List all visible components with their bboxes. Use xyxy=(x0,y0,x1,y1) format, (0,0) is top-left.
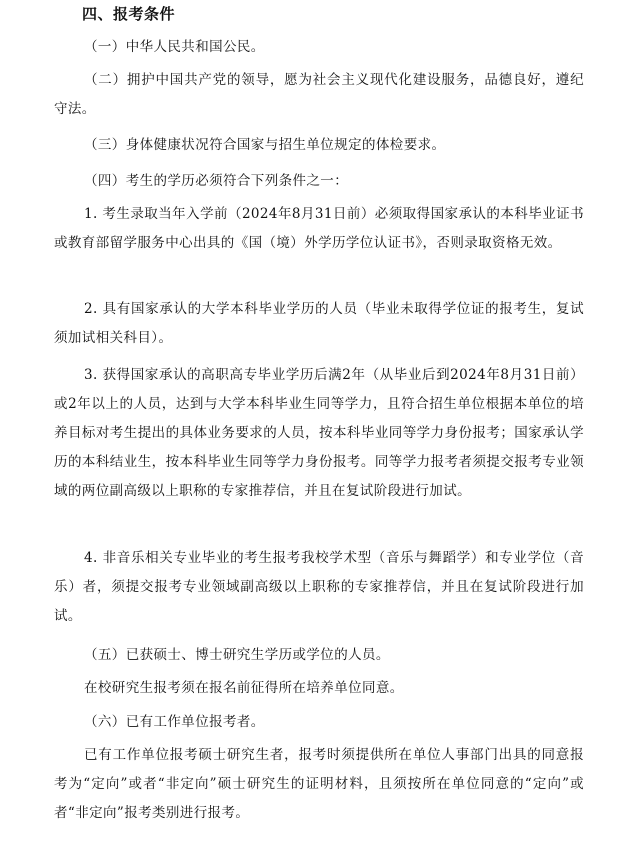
condition-4: （四）考生的学历必须符合下列条件之一： xyxy=(84,173,349,189)
education-item-1: 1. 考生录取当年入学前（2024年8月31日前）必须取得国家承认的本科毕业证书或教育部留学服务中心出具的《国（境）外学历学位认证书》，否则录取资格无效。 xyxy=(54,206,584,251)
condition-3: （三）身体健康状况符合国家与招生单位规定的体检要求。 xyxy=(84,137,446,153)
education-item-4: 4. 非音乐相关专业毕业的考生报考我校学术型（音乐与舞蹈学）和专业学位（音乐）者，须提交报考专业领域副高级以上职称的专家推荐信，并且在复试阶段进行加试。 xyxy=(54,550,584,624)
condition-5-note: 在校研究生报考须在报名前征得所在培养单位同意。 xyxy=(84,680,404,696)
condition-2: （二）拥护中国共产党的领导，愿为社会主义现代化建设服务，品德良好，遵纪守法。 xyxy=(54,72,584,117)
section-title: 四、报考条件 xyxy=(82,5,176,23)
condition-1: （一）中华人民共和国公民。 xyxy=(84,39,265,55)
condition-6: （六）已有工作单位报考者。 xyxy=(84,714,265,730)
education-item-3: 3. 获得国家承认的高职高专毕业学历后满2年（从毕业后到2024年8月31日前）或2年以上的人员，达到与大学本科毕业生同等学力，且符合招生单位根据本单位的培养目标对考生提出的具体业务要求的人员，按本科毕业同等学力身份报考；国家承认学历的本科结业生，按本科毕业生同等学力身份报考。同等学力报考者须提交报考专业领域的两位副高级以上职称的专家推荐信，并且在复试阶段进行加试。 xyxy=(54,367,584,499)
condition-6-detail: 已有工作单位报考硕士研究生者，报考时须提供所在单位人事部门出具的同意报考为“定向”或者“非定向”硕士研究生的证明材料，且须按所在单位同意的“定向”或者“非定向”报考类别进行报考。 xyxy=(54,747,584,821)
condition-5: （五）已获硕士、博士研究生学历或学位的人员。 xyxy=(84,647,390,663)
education-item-2: 2. 具有国家承认的大学本科毕业学历的人员（毕业未取得学位证的报考生，复试须加试相关科目）。 xyxy=(54,301,584,346)
